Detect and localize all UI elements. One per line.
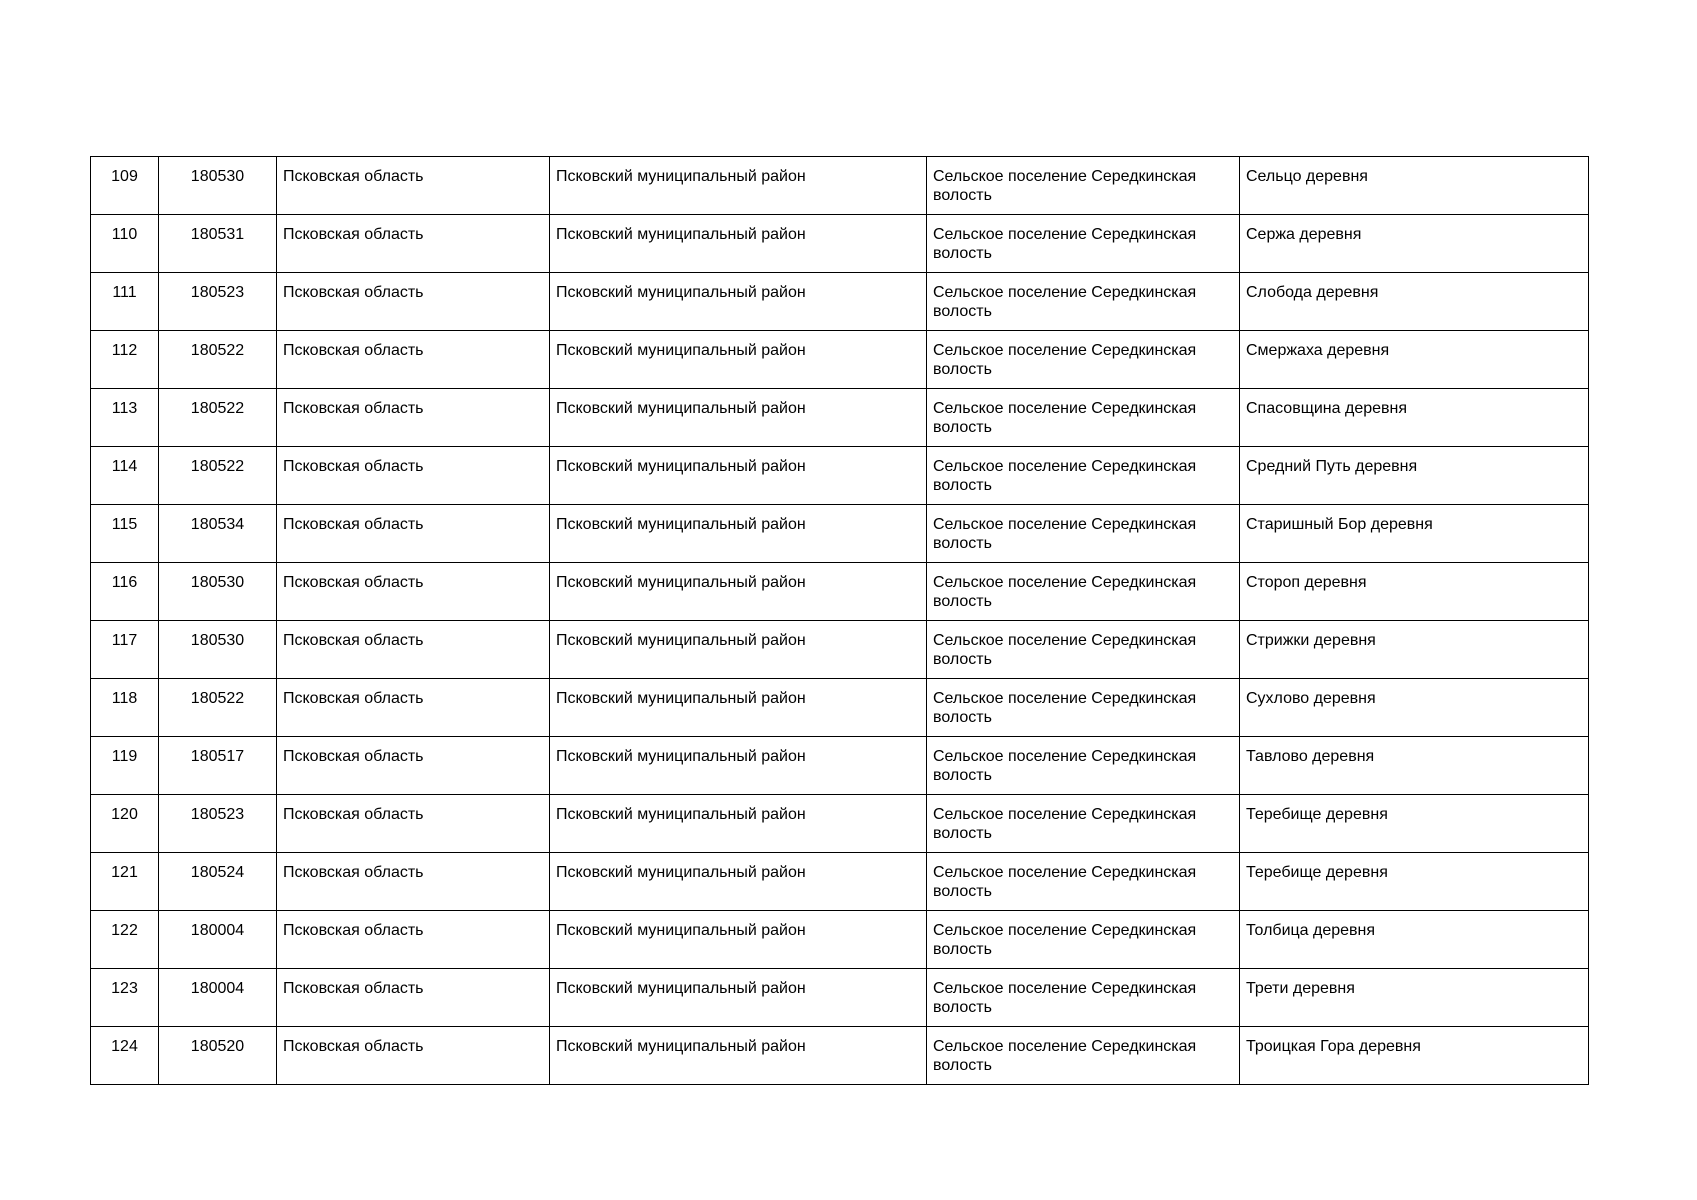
settlement-name: Сельское поселение Середкинская волость <box>927 737 1240 795</box>
settlement-name: Сельское поселение Середкинская волость <box>927 679 1240 737</box>
settlement-name: Сельское поселение Середкинская волость <box>927 505 1240 563</box>
district-name: Псковский муниципальный район <box>550 563 927 621</box>
region-name: Псковская область <box>277 795 550 853</box>
postal-code: 180531 <box>159 215 277 273</box>
row-number: 115 <box>91 505 159 563</box>
district-name: Псковский муниципальный район <box>550 273 927 331</box>
row-number: 118 <box>91 679 159 737</box>
row-number: 116 <box>91 563 159 621</box>
settlement-name: Сельское поселение Середкинская волость <box>927 795 1240 853</box>
district-name: Псковский муниципальный район <box>550 737 927 795</box>
settlements-table <box>90 156 1589 1085</box>
postal-code: 180534 <box>159 505 277 563</box>
locality-name: Спасовщина деревня <box>1240 389 1589 447</box>
locality-name: Стороп деревня <box>1240 563 1589 621</box>
table-row <box>91 273 1589 331</box>
postal-code: 180530 <box>159 157 277 215</box>
table-row <box>91 563 1589 621</box>
postal-code: 180530 <box>159 563 277 621</box>
region-name: Псковская область <box>277 911 550 969</box>
locality-name: Сельцо деревня <box>1240 157 1589 215</box>
region-name: Псковская область <box>277 563 550 621</box>
row-number: 120 <box>91 795 159 853</box>
locality-name: Средний Путь деревня <box>1240 447 1589 505</box>
row-number: 122 <box>91 911 159 969</box>
table-row <box>91 969 1589 1027</box>
settlement-name: Сельское поселение Середкинская волость <box>927 853 1240 911</box>
row-number: 114 <box>91 447 159 505</box>
region-name: Псковская область <box>277 447 550 505</box>
locality-name: Слобода деревня <box>1240 273 1589 331</box>
region-name: Псковская область <box>277 621 550 679</box>
table-row <box>91 157 1589 215</box>
postal-code: 180522 <box>159 331 277 389</box>
district-name: Псковский муниципальный район <box>550 911 927 969</box>
table-row <box>91 911 1589 969</box>
row-number: 113 <box>91 389 159 447</box>
settlement-name: Сельское поселение Середкинская волость <box>927 389 1240 447</box>
region-name: Псковская область <box>277 157 550 215</box>
postal-code: 180520 <box>159 1027 277 1085</box>
postal-code: 180004 <box>159 969 277 1027</box>
locality-name: Тавлово деревня <box>1240 737 1589 795</box>
table-row <box>91 621 1589 679</box>
locality-name: Трети деревня <box>1240 969 1589 1027</box>
district-name: Псковский муниципальный район <box>550 853 927 911</box>
locality-name: Троицкая Гора деревня <box>1240 1027 1589 1085</box>
district-name: Псковский муниципальный район <box>550 389 927 447</box>
table-body <box>91 157 1589 1085</box>
table-row <box>91 853 1589 911</box>
settlement-name: Сельское поселение Середкинская волость <box>927 563 1240 621</box>
region-name: Псковская область <box>277 737 550 795</box>
postal-code: 180522 <box>159 447 277 505</box>
district-name: Псковский муниципальный район <box>550 505 927 563</box>
postal-code: 180523 <box>159 795 277 853</box>
row-number: 112 <box>91 331 159 389</box>
locality-name: Сержа деревня <box>1240 215 1589 273</box>
row-number: 119 <box>91 737 159 795</box>
postal-code: 180523 <box>159 273 277 331</box>
settlement-name: Сельское поселение Середкинская волость <box>927 273 1240 331</box>
district-name: Псковский муниципальный район <box>550 331 927 389</box>
region-name: Псковская область <box>277 679 550 737</box>
region-name: Псковская область <box>277 273 550 331</box>
settlement-name: Сельское поселение Середкинская волость <box>927 911 1240 969</box>
locality-name: Старишный Бор деревня <box>1240 505 1589 563</box>
settlement-name: Сельское поселение Середкинская волость <box>927 1027 1240 1085</box>
postal-code: 180522 <box>159 679 277 737</box>
table-row <box>91 679 1589 737</box>
district-name: Псковский муниципальный район <box>550 679 927 737</box>
postal-code: 180517 <box>159 737 277 795</box>
locality-name: Сухлово деревня <box>1240 679 1589 737</box>
postal-code: 180004 <box>159 911 277 969</box>
district-name: Псковский муниципальный район <box>550 795 927 853</box>
table-row <box>91 795 1589 853</box>
settlement-name: Сельское поселение Середкинская волость <box>927 969 1240 1027</box>
row-number: 117 <box>91 621 159 679</box>
postal-code: 180530 <box>159 621 277 679</box>
table-row <box>91 215 1589 273</box>
district-name: Псковский муниципальный район <box>550 621 927 679</box>
locality-name: Стрижки деревня <box>1240 621 1589 679</box>
row-number: 121 <box>91 853 159 911</box>
region-name: Псковская область <box>277 853 550 911</box>
region-name: Псковская область <box>277 969 550 1027</box>
district-name: Псковский муниципальный район <box>550 447 927 505</box>
region-name: Псковская область <box>277 389 550 447</box>
postal-code: 180524 <box>159 853 277 911</box>
row-number: 124 <box>91 1027 159 1085</box>
settlement-name: Сельское поселение Середкинская волость <box>927 157 1240 215</box>
region-name: Псковская область <box>277 331 550 389</box>
row-number: 123 <box>91 969 159 1027</box>
row-number: 109 <box>91 157 159 215</box>
region-name: Псковская область <box>277 215 550 273</box>
settlement-name: Сельское поселение Середкинская волость <box>927 621 1240 679</box>
locality-name: Теребище деревня <box>1240 795 1589 853</box>
district-name: Псковский муниципальный район <box>550 215 927 273</box>
locality-name: Толбица деревня <box>1240 911 1589 969</box>
row-number: 110 <box>91 215 159 273</box>
table-row <box>91 331 1589 389</box>
row-number: 111 <box>91 273 159 331</box>
region-name: Псковская область <box>277 505 550 563</box>
locality-name: Смержаха деревня <box>1240 331 1589 389</box>
settlement-name: Сельское поселение Середкинская волость <box>927 447 1240 505</box>
district-name: Псковский муниципальный район <box>550 1027 927 1085</box>
postal-code: 180522 <box>159 389 277 447</box>
settlement-name: Сельское поселение Середкинская волость <box>927 331 1240 389</box>
table-row <box>91 447 1589 505</box>
table-row <box>91 737 1589 795</box>
region-name: Псковская область <box>277 1027 550 1085</box>
table-row <box>91 1027 1589 1085</box>
settlement-name: Сельское поселение Середкинская волость <box>927 215 1240 273</box>
district-name: Псковский муниципальный район <box>550 969 927 1027</box>
locality-name: Теребище деревня <box>1240 853 1589 911</box>
table-row <box>91 505 1589 563</box>
table-row <box>91 389 1589 447</box>
district-name: Псковский муниципальный район <box>550 157 927 215</box>
